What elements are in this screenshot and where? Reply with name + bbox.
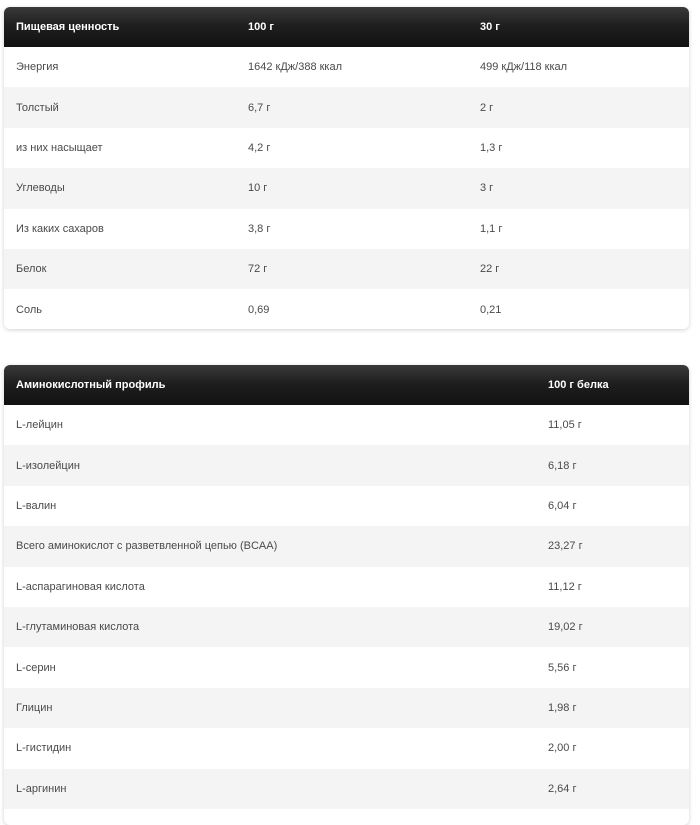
amino-acid-name-cell: Всего аминокислот с разветвленной цепью (BCAA)	[16, 540, 278, 553]
value-per-100g-cell: 3,8 г	[248, 222, 271, 235]
value-per-100g-protein-cell: 11,05 г	[548, 419, 582, 432]
amino-acid-name-cell: L-валин	[16, 499, 57, 512]
table-row	[4, 87, 689, 127]
amino-acid-name-cell: L-аспарагиновая кислота	[16, 580, 145, 593]
value-per-100g-protein-cell: 5,56 г	[548, 661, 577, 674]
amino-header-profile: Аминокислотный профиль	[16, 379, 166, 391]
table-row	[4, 486, 689, 526]
nutrient-name-cell: Толстый	[16, 101, 59, 114]
value-per-30g-cell: 1,3 г	[480, 141, 503, 154]
value-per-100g-protein-cell: 6,18 г	[548, 459, 577, 472]
nutrient-name-cell: Энергия	[16, 61, 59, 74]
value-per-100g-protein-cell: 19,02 г	[548, 621, 583, 634]
value-per-100g-protein-cell: 2,00 г	[548, 742, 577, 755]
table-row	[4, 769, 689, 809]
table-row	[4, 647, 689, 687]
value-per-100g-cell: 6,7 г	[248, 101, 271, 114]
value-per-100g-protein-cell: 11,12 г	[548, 580, 582, 593]
value-per-100g-protein-cell: 1,98 г	[548, 701, 577, 714]
amino-table-header	[4, 365, 689, 405]
amino-acid-name-cell: L-аргинин	[16, 782, 67, 795]
table-row	[4, 128, 689, 168]
amino-acid-name-cell: Глицин	[16, 701, 53, 714]
value-per-100g-cell: 10 г	[248, 182, 268, 195]
table-row	[4, 405, 689, 445]
amino-acid-name-cell: L-гистидин	[16, 742, 72, 755]
value-per-100g-cell: 0,69	[248, 303, 270, 316]
amino-acid-name-cell: L-изолейцин	[16, 459, 80, 472]
value-per-100g-cell: 1642 кДж/388 ккал	[248, 61, 343, 74]
table-row	[4, 567, 689, 607]
amino-acid-name-cell: L-глутаминовая кислота	[16, 621, 140, 634]
amino-acid-name-cell: L-лейцин	[16, 419, 63, 432]
table-row	[4, 168, 689, 208]
amino-header-per-100g-protein: 100 г белка	[548, 379, 609, 391]
amino-table-body	[4, 405, 689, 809]
table-row	[4, 445, 689, 485]
table-row	[4, 289, 689, 329]
amino-acid-name-cell: L-серин	[16, 661, 56, 674]
nutrition-header-per-30g: 30 г	[480, 21, 500, 33]
nutrition-table-header	[4, 7, 689, 47]
table-row	[4, 47, 689, 87]
table-row	[4, 526, 689, 566]
amino-table	[4, 365, 689, 825]
value-per-30g-cell: 499 кДж/118 ккал	[480, 61, 568, 74]
nutrient-name-cell: из них насыщает	[16, 141, 103, 154]
nutrient-name-cell: Белок	[16, 263, 47, 276]
nutrition-header-per-100g: 100 г	[248, 21, 274, 33]
table-row	[4, 728, 689, 768]
nutrition-header-nutrient: Пищевая ценность	[16, 21, 120, 33]
value-per-30g-cell: 2 г	[480, 101, 494, 114]
value-per-30g-cell: 0,21	[480, 303, 502, 316]
nutrient-name-cell: Из каких сахаров	[16, 222, 104, 235]
table-row	[4, 209, 689, 249]
table-row	[4, 607, 689, 647]
table-row	[4, 688, 689, 728]
value-per-30g-cell: 1,1 г	[480, 222, 503, 235]
nutrition-table	[4, 7, 689, 329]
value-per-100g-protein-cell: 2,64 г	[548, 782, 577, 795]
value-per-100g-cell: 4,2 г	[248, 141, 271, 154]
value-per-30g-cell: 3 г	[480, 182, 494, 195]
value-per-100g-protein-cell: 23,27 г	[548, 540, 583, 553]
table-row	[4, 249, 689, 289]
value-per-100g-protein-cell: 6,04 г	[548, 499, 577, 512]
value-per-100g-cell: 72 г	[248, 263, 268, 276]
nutrient-name-cell: Соль	[16, 303, 42, 316]
value-per-30g-cell: 22 г	[480, 263, 500, 276]
nutrition-table-body	[4, 47, 689, 329]
nutrient-name-cell: Углеводы	[16, 182, 65, 195]
